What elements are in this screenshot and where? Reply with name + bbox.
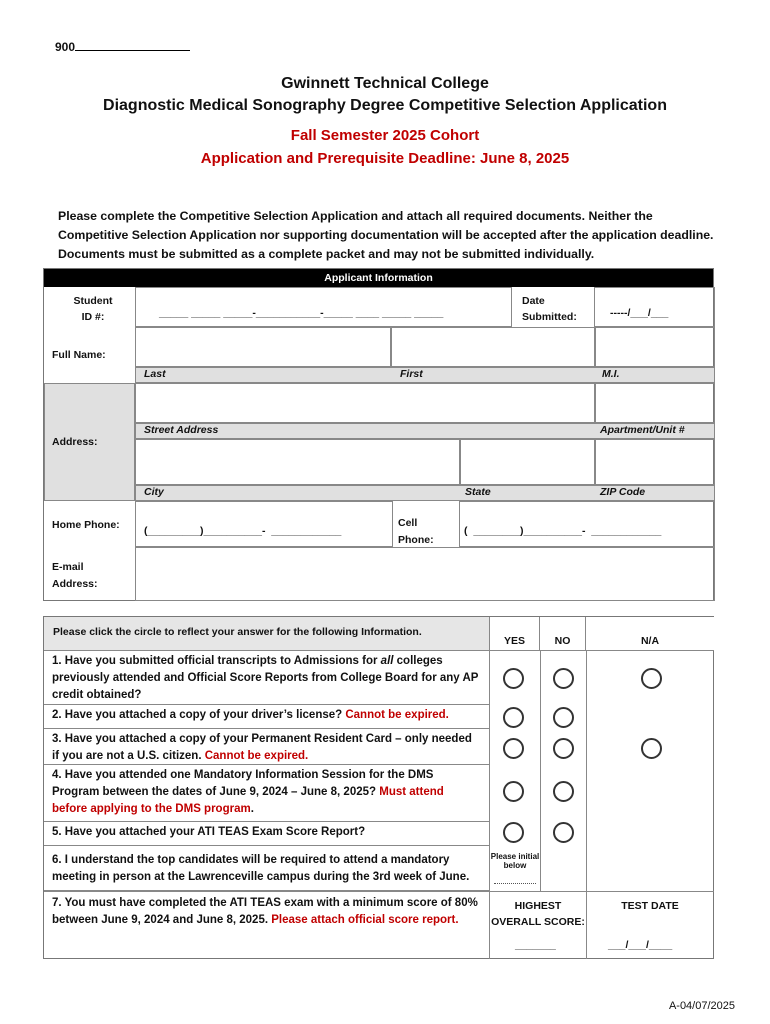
q3-yes-radio[interactable] (503, 738, 524, 759)
first-sublabel: First (400, 368, 423, 380)
cell-phone-field[interactable] (459, 501, 715, 547)
city-sublabel: City (144, 486, 164, 498)
last-name-field[interactable] (135, 327, 391, 367)
student-id-label: Student ID #: (73, 295, 113, 323)
q3-na-radio[interactable] (641, 738, 662, 759)
divider (540, 651, 541, 891)
form-revision: A-04/07/2025 (668, 1000, 735, 1012)
intro-text: Please complete the Competitive Selection Application and attach all required documents. Neither the Competitive Selection Application nor supporting documentation will be accepted after the application deadline. Documents must be submitted as a complete packet and may not be submitted individually. (58, 209, 714, 261)
email-label: E-mail Address: (52, 561, 98, 590)
email-field[interactable] (135, 547, 715, 601)
questions-header: Please click the circle to reflect your answer for the following Information. (44, 617, 490, 651)
question-3: 3. Have you attached a copy of your Permanent Resident Card – only needed if you are not a U.S. citizen. Cannot be expired. (44, 729, 490, 765)
home-phone-label: Home Phone: (52, 519, 120, 531)
student-id-blank: _____ _____ _____-___________-_____ ____ _____ _____ (159, 307, 444, 319)
state-sublabel: State (465, 486, 491, 498)
apt-sublabel: Apartment/Unit # (600, 424, 685, 436)
state-field[interactable] (460, 439, 595, 485)
question-1: 1. Have you submitted official transcripts to Admissions for all colleges previously attended and Official Score Reports from College Board for any AP credit obtained? (44, 651, 490, 705)
program-title: Diagnostic Medical Sonography Degree Competitive Selection Application (103, 97, 667, 114)
cell-phone-blank: ( ________)__________- ____________ (464, 525, 662, 537)
applicant-info-section (43, 268, 714, 601)
question-7: 7. You must have completed the ATI TEAS exam with a minimum score of 80% between June 9, 2024 and June 8, 2025. Please attach official score report. (44, 891, 490, 959)
mi-field[interactable] (595, 327, 715, 367)
last-sublabel: Last (144, 368, 166, 380)
zip-sublabel: ZIP Code (600, 486, 646, 498)
q5-yes-radio[interactable] (503, 822, 524, 843)
highest-score-label: HIGHEST OVERALL SCORE: (491, 900, 585, 928)
city-field[interactable] (135, 439, 460, 485)
question-2: 2. Have you attached a copy of your driver’s license? Cannot be expired. (44, 705, 490, 729)
college-title: Gwinnett Technical College (281, 75, 489, 92)
q2-no-radio[interactable] (553, 707, 574, 728)
mi-sublabel: M.I. (602, 368, 620, 380)
deadline-title: Application and Prerequisite Deadline: June 8, 2025 (200, 150, 570, 167)
home-phone-blank: (_________)__________- ____________ (144, 525, 342, 537)
question-6: 6. I understand the top candidates will be required to attend a mandatory meeting in person at the Lawrenceville campus during the 3rd week of June. (44, 846, 490, 891)
address-label: Address: (52, 436, 98, 448)
na-header: N/A (586, 617, 714, 651)
test-date-label: TEST DATE (621, 900, 679, 912)
no-header: NO (540, 617, 586, 651)
date-submitted-label: Date Submitted: (522, 295, 577, 323)
street-field[interactable] (135, 383, 595, 423)
q4-no-radio[interactable] (553, 781, 574, 802)
date-blank: -----/___/___ (610, 307, 669, 319)
initial-line[interactable] (494, 883, 536, 884)
initial-label: Please initial below (490, 852, 540, 870)
form-number: 900 (55, 40, 190, 54)
score-blank[interactable]: _______ (515, 939, 556, 951)
name-sublabel-bar (135, 367, 715, 383)
cell-phone-label: Cell Phone: (398, 517, 434, 546)
test-date-blank[interactable]: ___/___/____ (608, 939, 673, 951)
questions-section (43, 616, 714, 959)
q3-no-radio[interactable] (553, 738, 574, 759)
cohort-title: Fall Semester 2025 Cohort (290, 127, 480, 144)
q1-na-radio[interactable] (641, 668, 662, 689)
q5-no-radio[interactable] (553, 822, 574, 843)
street-sublabel: Street Address (144, 424, 219, 436)
first-name-field[interactable] (391, 327, 595, 367)
question-5: 5. Have you attached your ATI TEAS Exam Score Report? (44, 822, 490, 846)
yes-header: YES (490, 617, 540, 651)
zip-field[interactable] (595, 439, 715, 485)
section-title: Applicant Information (44, 269, 713, 287)
apt-field[interactable] (595, 383, 715, 423)
home-phone-field[interactable] (135, 501, 393, 547)
q1-yes-radio[interactable] (503, 668, 524, 689)
q4-yes-radio[interactable] (503, 781, 524, 802)
full-name-label: Full Name: (52, 349, 106, 361)
q2-yes-radio[interactable] (503, 707, 524, 728)
divider (586, 651, 587, 891)
q1-no-radio[interactable] (553, 668, 574, 689)
question-4: 4. Have you attended one Mandatory Information Session for the DMS Program between the dates of June 9, 2024 – June 8, 2025? Must attend before applying to the DMS program. (44, 765, 490, 822)
